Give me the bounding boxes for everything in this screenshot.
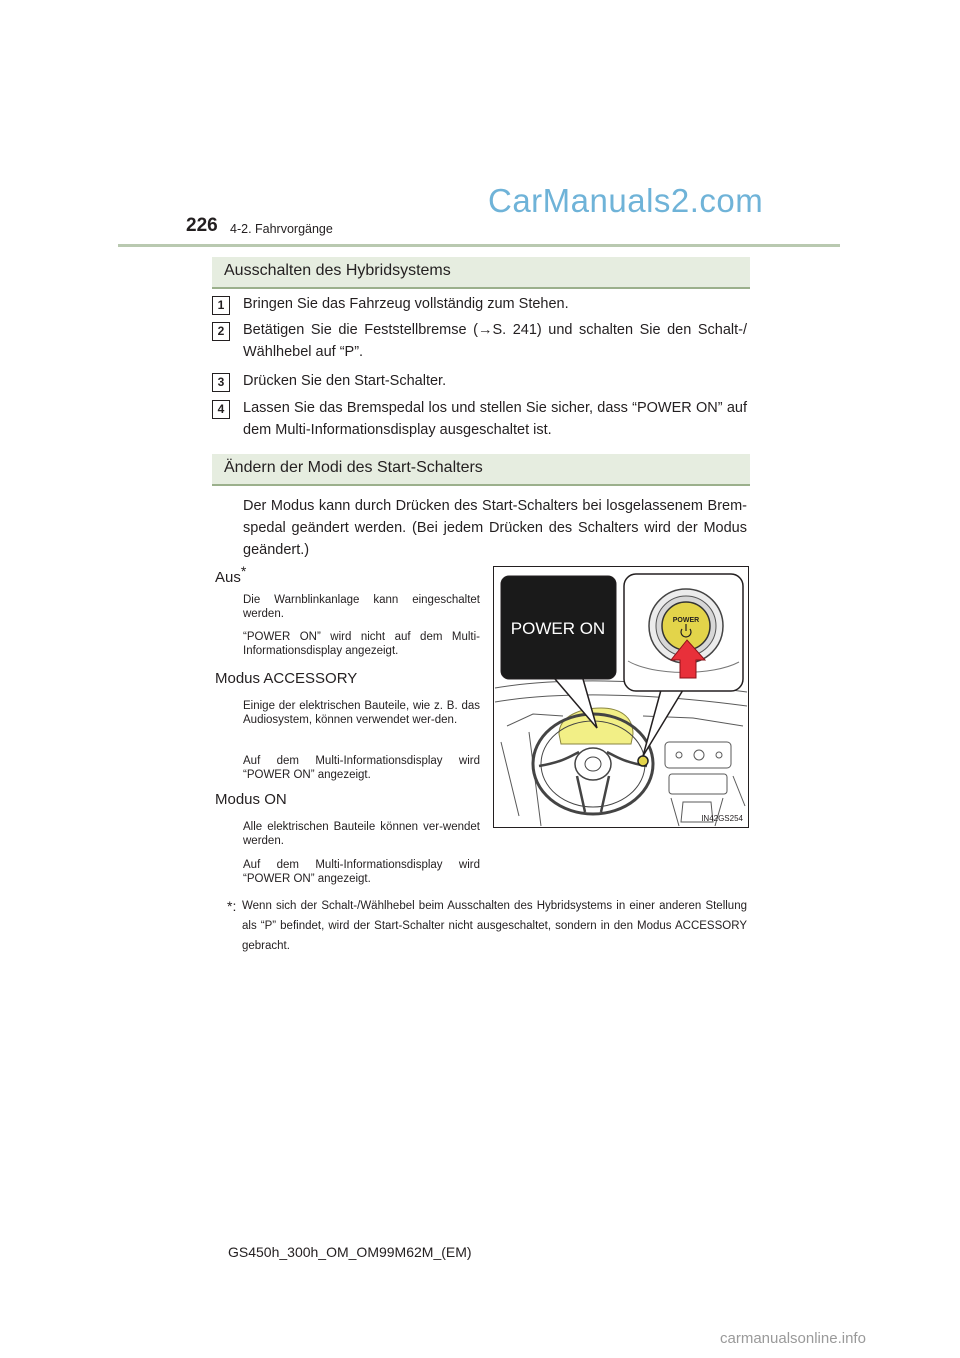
step-text-1: Bringen Sie das Fahrzeug vollständig zum Stehen. [243,296,569,312]
document-code: GS450h_300h_OM_OM99M62M_(EM) [228,1244,472,1260]
header-divider [118,244,840,247]
footnote-mark: *: [227,898,237,914]
mode-desc-on-1: Alle elektrischen Bauteile können ver-wendet werden. [243,821,480,847]
footer-watermark[interactable]: carmanualsonline.info [720,1330,866,1347]
footnote-star: * [240,563,247,579]
mode-desc-off-1: Die Warnblinkanlage kann eingeschaltet werden. [243,594,480,620]
section-heading-start-switch-modes [212,454,750,486]
mode-desc-off-2: “POWER ON” wird nicht auf dem Multi-Informationsdisplay angezeigt. [243,631,480,657]
chapter-title: 4-2. Fahrvorgänge [230,222,333,236]
mode-desc-on-2: Auf dem Multi-Informationsdisplay wird “POWER ON” angezeigt. [243,859,480,885]
start-button-label: POWER [672,617,700,624]
section-heading-text: Ändern der Modi des Start-Schalters [224,459,483,476]
step-text-2: Betätigen Sie die Feststellbremse (→S. 241) und schalten Sie den Schalt-/ Wählhebel auf “P”. [243,322,747,360]
figure-code: IN42GS254 [701,814,743,823]
watermark-logo[interactable]: CarManuals2.com [488,182,764,219]
section-heading-text: Ausschalten des Hybridsystems [224,262,451,279]
dashboard-illustration-svg [493,566,749,828]
step-number-1: 1 [212,296,230,315]
mode-title-text: Aus [215,569,241,586]
step-text-4: Lassen Sie das Bremspedal los und stellen Sie sicher, dass “POWER ON” auf dem Multi-Informationsdisplay ausgeschaltet ist. [243,400,747,438]
mode-title-accessory: Modus ACCESSORY [215,670,358,687]
start-button-marker [638,756,648,766]
step-text-3: Drücken Sie den Start-Schalter. [243,373,447,389]
mode-title-on: Modus ON [215,791,287,808]
step-number-2: 2 [212,322,230,341]
dashboard-illustration [493,566,749,828]
page-number: 226 [186,215,218,236]
power-on-display-text: POWER ON [510,619,606,638]
mode-desc-accessory-1: Einige der elektrischen Bauteile, wie z. B. das Audiosystem, können verwendet wer-den. [243,700,480,726]
mode-title-off [215,563,246,586]
section-heading-hybrid-off [212,257,750,289]
footnote-text: Wenn sich der Schalt-/Wählhebel beim Ausschalten des Hybridsystems in einer anderen Stellung als “P” befindet, wird der Start-Schalter nicht ausgeschaltet, sondern in den Modus ACCESSORY gebracht. [242,900,747,952]
step-number-3: 3 [212,373,230,392]
mode-desc-accessory-2: Auf dem Multi-Informationsdisplay wird “POWER ON” angezeigt. [243,755,480,781]
step-number-4: 4 [212,400,230,419]
intro-paragraph: Der Modus kann durch Drücken des Start-Schalters bei losgelassenem Brem-spedal geändert werden. (Bei jedem Drücken des Schalters wird der Modus geändert.) [243,498,747,558]
